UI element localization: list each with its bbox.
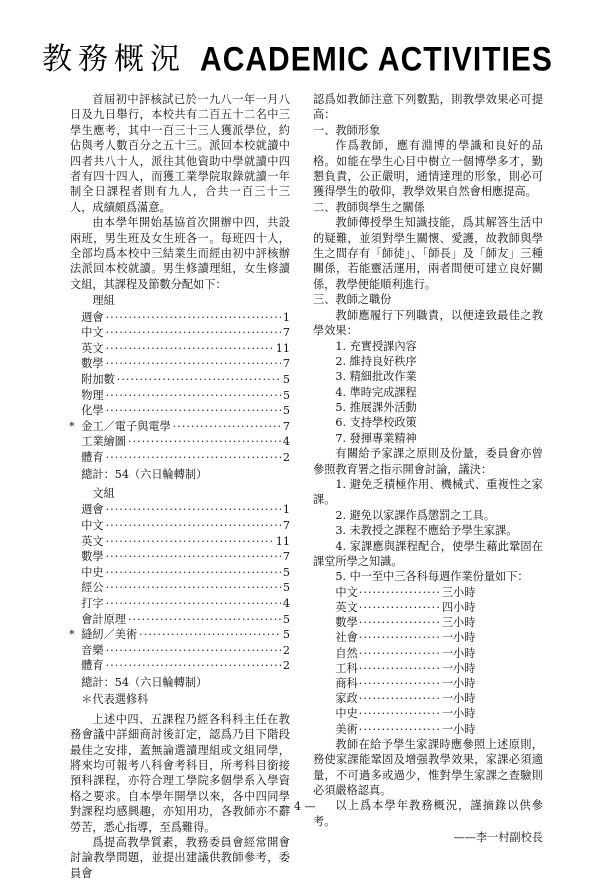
subject-row xyxy=(81,310,290,326)
subject-name: 中文 xyxy=(81,519,104,533)
homework-time: 一小時 xyxy=(441,692,476,706)
leader-dots xyxy=(173,419,281,434)
subject-name: 體育 xyxy=(81,451,104,465)
homework-time: 三小時 xyxy=(441,585,476,599)
subject-row xyxy=(81,596,290,612)
leader-dots xyxy=(106,643,281,658)
homework-row xyxy=(335,630,475,645)
homework-time: 一小時 xyxy=(441,646,476,660)
page-number: — 4 — xyxy=(279,800,316,813)
homework-subject: 中文 xyxy=(335,585,358,599)
homework-rule-1: 1. 避免乏積極作用、機械式、重複性之家課。 xyxy=(313,478,543,507)
homework-row xyxy=(335,585,475,600)
periods-value: 5 xyxy=(282,612,290,626)
science-subject-list xyxy=(70,310,290,466)
paragraph-teacher-student: 教師傳授學生知識技能，爲其解答生活中的疑難，並須對學生關懷、愛護，故教師與學生之間存有「師徒」、「師長」及「師友」三種關係，若能靈活運用，兩者間便可建立良好關係，教學便能順利進行。 xyxy=(313,216,543,291)
leader-dots xyxy=(106,596,281,611)
periods-value: 7 xyxy=(282,357,290,371)
homework-row xyxy=(335,646,475,661)
leader-dots xyxy=(359,676,441,691)
homework-time: 一小時 xyxy=(441,661,476,675)
homework-row xyxy=(335,706,475,721)
arts-stream-label: 文組 xyxy=(92,487,115,501)
subject-row xyxy=(81,450,290,466)
science-total: 總計：54（六日輪轉制） xyxy=(81,467,208,481)
subject-row xyxy=(81,502,290,518)
leader-dots xyxy=(359,661,441,676)
subject-row xyxy=(69,419,290,435)
subject-name: 金工／電子與電學 xyxy=(81,419,171,433)
homework-row xyxy=(335,676,475,691)
duty-item: 1. 充實授課內容 xyxy=(335,339,417,353)
subject-row xyxy=(81,403,290,419)
duty-item: 5. 推展課外活動 xyxy=(335,401,417,415)
subject-row xyxy=(81,356,290,372)
leader-dots xyxy=(106,403,281,418)
subject-row xyxy=(81,518,290,534)
heading-teacher-image: 一、教師形象 xyxy=(313,123,381,137)
subject-name: 縫紉／美術 xyxy=(81,628,138,642)
periods-value: 7 xyxy=(282,326,290,340)
homework-time: 一小時 xyxy=(441,722,476,736)
subject-row xyxy=(69,627,290,643)
subject-row xyxy=(81,388,290,404)
homework-subject: 英文 xyxy=(335,601,358,615)
subject-name: 打字 xyxy=(81,597,104,610)
subject-name: 週會 xyxy=(81,503,104,517)
subject-name: 中文 xyxy=(81,326,104,340)
subject-name: 英文 xyxy=(81,534,104,548)
periods-value: 7 xyxy=(282,550,290,564)
homework-time: 三小時 xyxy=(441,616,476,630)
leader-dots xyxy=(106,325,281,340)
homework-subject: 社會 xyxy=(335,631,358,645)
heading-teacher-student: 二、教師與學生之關係 xyxy=(313,200,425,214)
subject-name: 數學 xyxy=(81,357,104,371)
paragraph-homework-principles: 有關給予家課之原則及份量，委員會亦曾參照教育署之指示開會討論，議決： xyxy=(313,447,543,476)
paragraph-curriculum-rationale: 上述中四、五課程乃經各科科主任在教務會議中詳細商討後訂定，認爲乃目下階段最佳之安排，蓋無論選讀理組或文組同學，將來均可報考八科會考科目，所考科目銜接預科課程，亦符合理工學院多個學系入學資格之要求。自本學年開學以來，各中四同學對課程均感興趣，亦知用功，各教師亦不辭勞苦，悉心指導，至爲難得。 xyxy=(70,712,290,834)
leader-dots xyxy=(359,600,441,615)
subject-row xyxy=(81,341,290,357)
leader-dots xyxy=(359,706,441,721)
leader-dots xyxy=(359,646,441,661)
leader-dots xyxy=(106,565,281,580)
homework-row xyxy=(335,661,475,676)
homework-subject: 美術 xyxy=(335,722,358,736)
leader-dots xyxy=(106,534,274,549)
duty-item: 7. 發揮專業精神 xyxy=(335,431,417,445)
paragraph-homework-conclusion: 教師在給予學生家課時應參照上述原則，務使家課能鞏固及增强教學效果，家課必須適量，不可過多或過少，惟對學生家課之查驗則必須嚴格認真。 xyxy=(313,737,543,797)
elective-note: ＊代表選修科 xyxy=(81,693,149,707)
periods-value: 11 xyxy=(275,341,290,355)
periods-value: 7 xyxy=(282,419,290,433)
periods-value: 5 xyxy=(282,581,290,595)
homework-row xyxy=(335,722,475,737)
homework-rule-3: 3. 未教授之課程不應給予學生家課。 xyxy=(335,524,518,538)
periods-value: 2 xyxy=(282,659,290,673)
subject-row xyxy=(81,372,290,388)
leader-dots xyxy=(359,691,441,706)
arts-total: 總計：54（六日輪轉制） xyxy=(81,675,208,689)
subject-name: 附加數 xyxy=(81,373,115,387)
page-title xyxy=(0,34,595,80)
subject-row xyxy=(81,612,290,628)
paragraph-teacher-duties: 教師應履行下列職責，以便達致最佳之教學效果： xyxy=(313,308,543,338)
periods-value: 5 xyxy=(282,404,290,418)
homework-hours-list xyxy=(313,585,475,737)
leader-dots xyxy=(106,356,281,371)
homework-subject: 工科 xyxy=(335,661,358,675)
subject-row xyxy=(81,549,290,565)
arts-subject-list xyxy=(70,502,290,674)
leader-dots xyxy=(117,372,281,387)
heading-teacher-duties: 三、教師之職份 xyxy=(313,293,392,307)
leader-dots xyxy=(106,518,281,533)
homework-subject: 中史 xyxy=(335,707,358,721)
duty-item: 6. 支持學校政策 xyxy=(335,416,417,430)
subject-name: 物理 xyxy=(81,388,104,402)
elective-marker: * xyxy=(69,628,75,642)
homework-subject: 數學 xyxy=(335,616,358,630)
leader-dots xyxy=(106,580,281,595)
homework-row xyxy=(335,691,475,706)
homework-rule-2: 2. 避免以家課作爲懲罰之工具。 xyxy=(335,508,496,522)
homework-subject: 自然 xyxy=(335,646,358,660)
leader-dots xyxy=(106,549,281,564)
leader-dots xyxy=(139,627,281,642)
periods-value: 4 xyxy=(282,435,290,449)
subject-row xyxy=(81,580,290,596)
periods-value: 5 xyxy=(282,388,290,402)
homework-time: 一小時 xyxy=(441,707,476,721)
duty-item: 4. 準時完成課程 xyxy=(335,385,417,399)
duties-list xyxy=(313,339,543,447)
leader-dots xyxy=(128,434,281,449)
paragraph-form4-intro: 由本學年開始基協首次開辦中四，共設兩班，男生班及女生班各一。每班四十人，全部均爲本校中三結業生而經由初中評核辦法派回本校就讀。男生修讀理組，女生修讀文組，其課程及節數分配如下： xyxy=(70,216,290,291)
periods-value: 1 xyxy=(282,503,290,517)
subject-name: 經公 xyxy=(81,581,104,595)
leader-dots xyxy=(106,341,274,356)
homework-rule-4: 4. 家課應與課程配合，使學生藉此鞏固在課堂所學之知識。 xyxy=(313,539,543,569)
periods-value: 7 xyxy=(282,519,290,533)
homework-time: 一小時 xyxy=(441,631,476,645)
subject-row xyxy=(81,534,290,550)
subject-name: 化學 xyxy=(81,404,104,418)
paragraph-closing: 以上爲本學年教務概況，謹摘錄以供參考。 xyxy=(313,799,543,828)
leader-dots xyxy=(359,722,441,737)
homework-time: 一小時 xyxy=(441,677,476,691)
homework-time: 四小時 xyxy=(441,601,476,615)
subject-row xyxy=(81,434,290,450)
subject-name: 會計原理 xyxy=(81,612,126,626)
right-column xyxy=(313,92,543,846)
science-stream-label: 理組 xyxy=(92,294,115,308)
homework-row xyxy=(335,600,475,615)
paragraph-committee: 爲提高教學質素，教務委員會經常開會討論教學問題，並提出建議供教師參考，委員會 xyxy=(70,836,290,880)
signature: ——李一村副校長 xyxy=(453,831,543,845)
title-english: ACADEMIC ACTIVITIES xyxy=(200,40,553,79)
subject-name: 中史 xyxy=(81,565,104,579)
homework-subject: 家政 xyxy=(335,692,358,706)
title-chinese: 教務概況 xyxy=(42,42,187,77)
periods-value: 2 xyxy=(282,451,290,465)
paragraph-exam-results: 首屆初中評核試已於一九八一年一月八日及九日舉行，本校共有二百五十二名中三學生應考，其中一百三十三人獲派學位，約佔與考人數百分之五十三。派回本校就讀中四者共八十人，派往其他資助中學就讀中四者有四十四人，而獲工業學院取錄就讀一年制全日課程者則有九人，合共一百三十三人，成績頗爲滿意。 xyxy=(70,93,290,214)
leader-dots xyxy=(128,612,281,627)
periods-value: 2 xyxy=(282,643,290,657)
subject-row xyxy=(81,643,290,659)
elective-marker: * xyxy=(69,419,75,433)
subject-name: 數學 xyxy=(81,550,104,564)
periods-value: 5 xyxy=(282,628,290,642)
subject-name: 體育 xyxy=(81,659,104,673)
homework-rule-5: 5. 中一至中三各科每週作業份量如下： xyxy=(335,570,529,584)
subject-row xyxy=(81,325,290,341)
paragraph-continued: 認爲如教師注意下列數點，則教學效果必可提高： xyxy=(313,93,543,122)
subject-name: 工業繪圖 xyxy=(81,435,126,449)
leader-dots xyxy=(359,630,441,645)
homework-row xyxy=(335,615,475,630)
periods-value: 4 xyxy=(282,597,290,610)
left-column xyxy=(70,92,290,881)
leader-dots xyxy=(359,615,441,630)
leader-dots xyxy=(106,502,281,517)
duty-item: 3. 精細批改作業 xyxy=(335,370,417,384)
subject-name: 音樂 xyxy=(81,643,104,657)
subject-row xyxy=(81,565,290,581)
periods-value: 5 xyxy=(282,565,290,579)
leader-dots xyxy=(359,585,441,600)
periods-value: 5 xyxy=(282,373,290,387)
leader-dots xyxy=(106,388,281,403)
periods-value: 1 xyxy=(282,310,290,324)
homework-subject: 商科 xyxy=(335,677,358,691)
subject-name: 英文 xyxy=(81,341,104,355)
periods-value: 11 xyxy=(275,534,290,548)
leader-dots xyxy=(106,310,281,325)
leader-dots xyxy=(106,450,281,465)
subject-name: 週會 xyxy=(81,310,104,324)
duty-item: 2. 維持良好秩序 xyxy=(335,354,417,368)
paragraph-teacher-image: 作爲教師，應有淵博的學識和良好的品格。如能在學生心目中樹立一個博學多才，勤懇負責，公正嚴明，通情達理的形象，則必可獲得學生的敬仰，教學效果自然會相應提高。 xyxy=(313,139,543,199)
subject-row xyxy=(81,658,290,674)
leader-dots xyxy=(106,658,281,673)
